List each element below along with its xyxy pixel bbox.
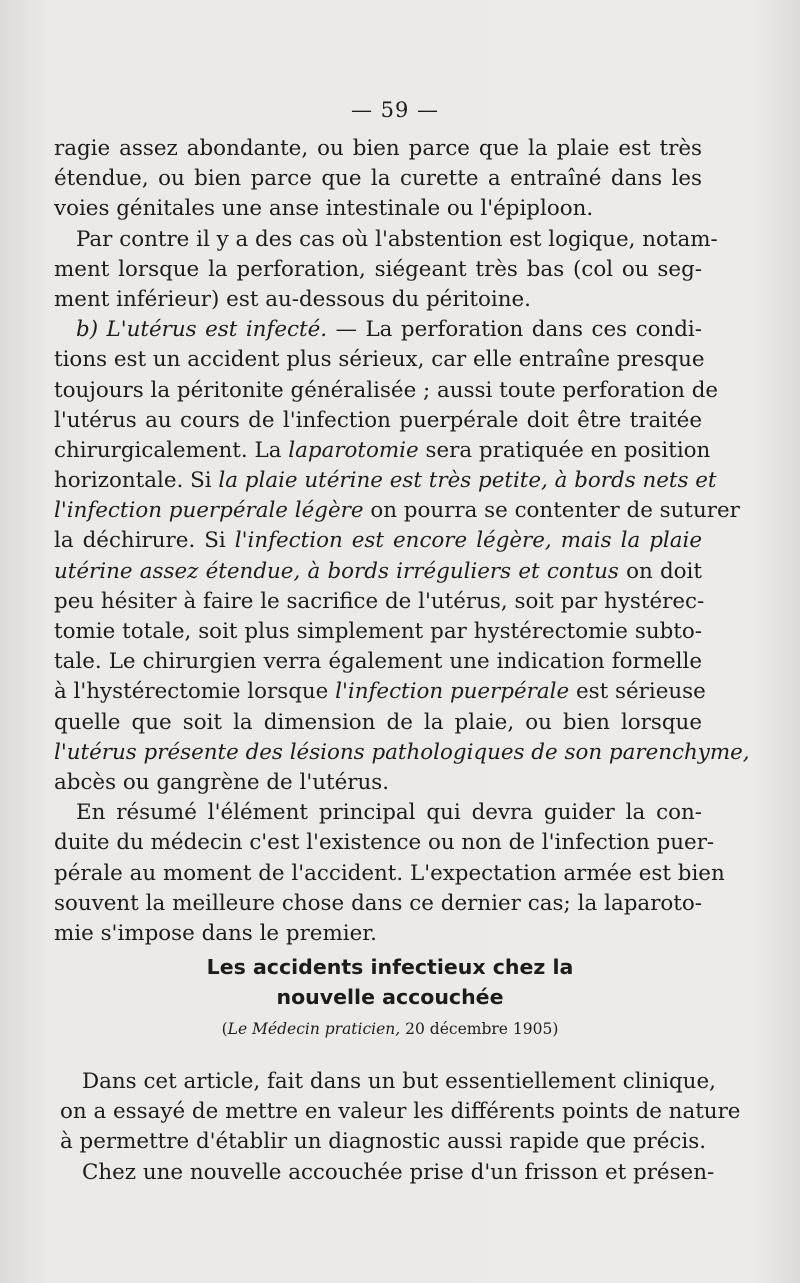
text-line: Chez une nouvelle accouchée prise d'un frisson et présen- (82, 1159, 715, 1185)
text-line: tale. Le chirurgien verra également une indication formelle (54, 649, 702, 675)
text-line: pérale au moment de l'accident. L'expectation armée est bien (54, 860, 725, 886)
text-line: étendue, ou bien parce que la curette a entraîné dans les (54, 166, 702, 192)
section-heading-line-2: nouvelle accouchée (276, 985, 504, 1009)
text-line: quelle que soit la dimension de la plaie, ou bien lorsque (54, 709, 702, 735)
text-line: à permettre d'établir un diagnostic aussi rapide que précis. (60, 1129, 707, 1155)
article-text (60, 1067, 741, 1188)
text-line: horizontale. Si la plaie utérine est très petite, à bords nets et (54, 468, 717, 494)
text-line: mie s'impose dans le premier. (54, 920, 377, 946)
text-line: duite du médecin c'est l'existence ou non de l'infection puer- (54, 830, 715, 856)
journal-name: Le Médecin praticien, (227, 1020, 401, 1038)
text-line: à l'hystérectomie lorsque l'infection puerpérale est sérieuse (54, 679, 706, 705)
text-line: la déchirure. Si l'infection est encore légère, mais la plaie (54, 528, 702, 554)
text-line: peu hésiter à faire le sacrifice de l'utérus, soit par hystérec- (54, 588, 705, 614)
text-line: l'utérus au cours de l'infection puerpérale doit être traitée (54, 407, 702, 433)
text-line: En résumé l'élément principal qui devra guider la con- (76, 800, 702, 826)
text-line: ragie assez abondante, ou bien parce que la plaie est très (54, 136, 702, 161)
text-line: Dans cet article, fait dans un but essentiellement clinique, (82, 1069, 716, 1094)
text-line: tomie totale, soit plus simplement par hystérectomie subto- (54, 619, 702, 644)
page-number: — 59 — (350, 98, 440, 122)
text-line: ment lorsque la perforation, siégeant très bas (col ou seg- (54, 256, 702, 282)
text-line: Par contre il y a des cas où l'abstention est logique, notam- (76, 226, 718, 252)
text-line: l'infection puerpérale légère on pourra se contenter de suturer (54, 498, 740, 524)
section-heading-line-1: Les accidents infectieux chez la (206, 955, 574, 979)
text-line: utérine assez étendue, à bords irréguliers et contus on doit (54, 558, 702, 584)
text-line: l'utérus présente des lésions pathologiques de son parenchyme, (54, 739, 750, 765)
text-line: on a essayé de mettre en valeur les différents points de nature (60, 1099, 741, 1125)
text-line: toujours la péritonite généralisée ; aussi toute perforation de (54, 377, 719, 403)
text-line: voies génitales une anse intestinale ou l'épiploon. (54, 196, 594, 222)
text-line: b) L'utérus est infecté. — La perforation dans ces condi- (76, 317, 702, 343)
text-line: abcès ou gangrène de l'utérus. (54, 769, 390, 795)
main-text (54, 134, 750, 949)
subsection-lead: b) L'utérus est infecté. (76, 317, 328, 343)
text-line: ment inférieur) est au-dessous du péritoine. (54, 286, 531, 312)
source-citation: (Le Médecin praticien, 20 décembre 1905) (221, 1020, 559, 1038)
citation-date: 20 décembre 1905) (405, 1020, 559, 1038)
text-line: tions est un accident plus sérieux, car elle entraîne presque (54, 347, 705, 373)
text-line: souvent la meilleure chose dans ce dernier cas; la laparoto- (54, 890, 702, 916)
text-line: chirurgicalement. La laparotomie sera pratiquée en position (54, 437, 711, 463)
